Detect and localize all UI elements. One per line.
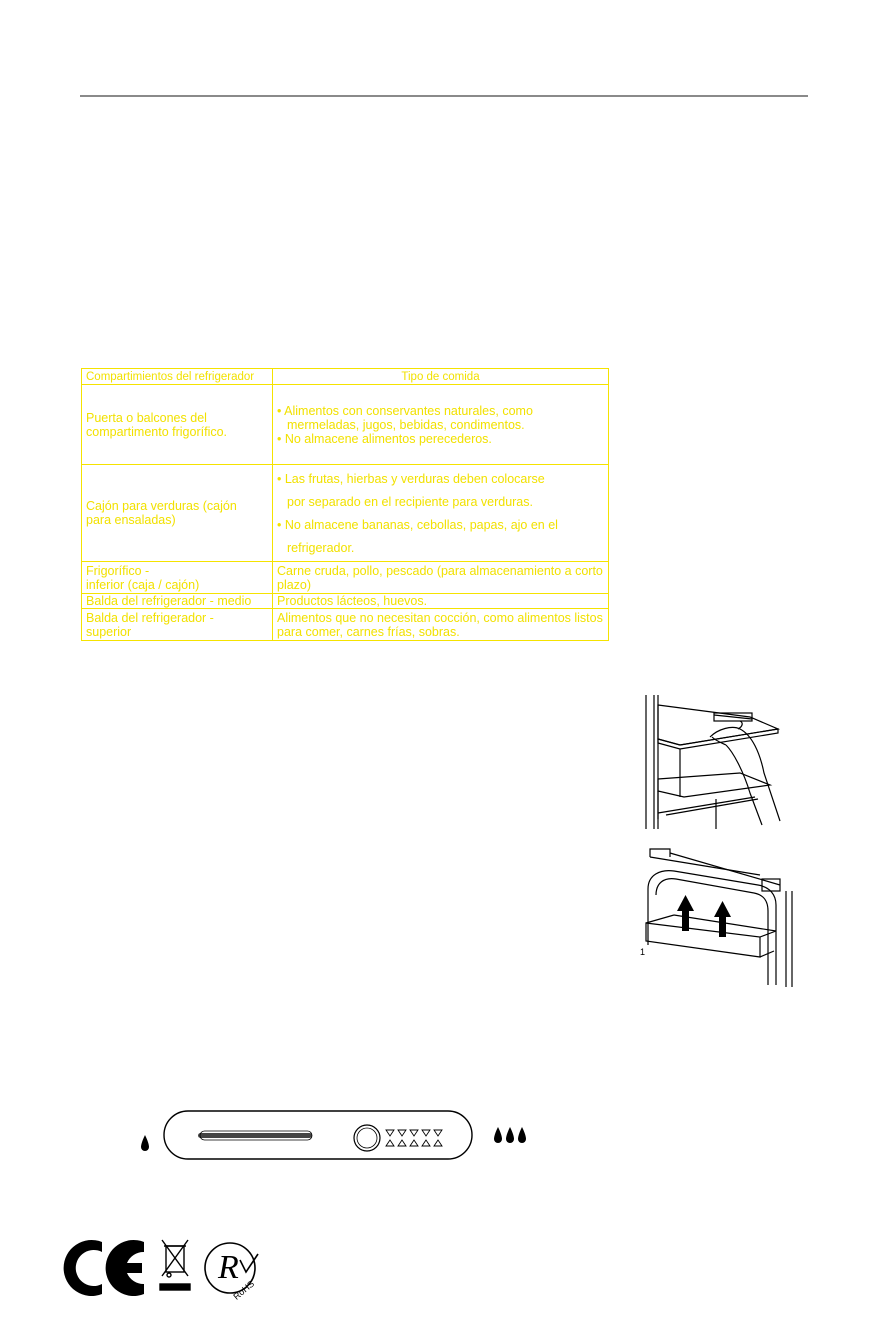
humidity-control-panel xyxy=(130,1105,540,1165)
compartment-label: inferior (caja / cajón) xyxy=(86,577,200,592)
shelf-removal-illustration xyxy=(640,693,790,833)
compartment-label: Balda del refrigerador - xyxy=(86,610,214,625)
compartment-label: Frigorífico - xyxy=(86,563,150,578)
vent-grille xyxy=(386,1130,442,1146)
svg-text:R: R xyxy=(218,1249,239,1286)
slider-knob[interactable] xyxy=(354,1125,380,1151)
food-line: • Las frutas, hierbas y verduras deben colocarse xyxy=(277,471,545,486)
single-droplet-icon xyxy=(141,1135,149,1151)
weee-bin-icon xyxy=(160,1240,190,1290)
table-header-compartments: Compartimientos del refrigerador xyxy=(82,369,273,385)
table-row xyxy=(82,385,609,465)
food-line: por separado en el recipiente para verduras. xyxy=(287,494,533,509)
table-row xyxy=(82,465,609,562)
compartment-cell xyxy=(82,609,273,641)
humidity-slider[interactable] xyxy=(198,1131,312,1140)
food-line: refrigerador. xyxy=(287,540,355,555)
food-line: • No almacene bananas, cebollas, papas, ajo en el xyxy=(277,517,558,532)
food-cell xyxy=(273,385,609,465)
figure-label: 1 xyxy=(640,947,646,957)
food-cell: Carne cruda, pollo, pescado (para almacenamiento a corto plazo) xyxy=(273,562,609,594)
compartment-label: superior xyxy=(86,624,132,639)
table-row xyxy=(82,594,609,609)
table-header-row xyxy=(82,369,609,385)
door-balcony-illustration xyxy=(640,845,796,990)
compartment-cell xyxy=(82,385,273,465)
rohs-mark xyxy=(205,1243,258,1302)
food-line: • No almacene alimentos perecederos. xyxy=(277,431,492,446)
compartment-cell: Balda del refrigerador - medio xyxy=(82,594,273,609)
rohs-label: RoHS xyxy=(231,1278,257,1302)
triple-droplet-icon xyxy=(494,1127,526,1143)
table-row xyxy=(82,609,609,641)
table-row xyxy=(82,562,609,594)
food-cell: Productos lácteos, huevos. xyxy=(273,594,609,609)
food-line: • Alimentos con conservantes naturales, como xyxy=(277,403,533,418)
food-cell xyxy=(273,465,609,562)
header-rule xyxy=(80,95,808,97)
compartment-cell xyxy=(82,562,273,594)
compartment-cell xyxy=(82,465,273,562)
food-line: mermeladas, jugos, bebidas, condimentos. xyxy=(287,417,525,432)
certification-marks xyxy=(62,1232,272,1304)
ce-mark xyxy=(64,1240,144,1296)
compartment-label: Puerta o balcones del compartimento frigorífico. xyxy=(86,410,228,439)
food-storage-table xyxy=(81,368,609,641)
food-cell: Alimentos que no necesitan cocción, como alimentos listos para comer, carnes frías, sobras. xyxy=(273,609,609,641)
table-header-food-type: Tipo de comida xyxy=(273,369,609,385)
compartment-label: Cajón para verduras (cajón para ensaladas) xyxy=(86,499,237,527)
